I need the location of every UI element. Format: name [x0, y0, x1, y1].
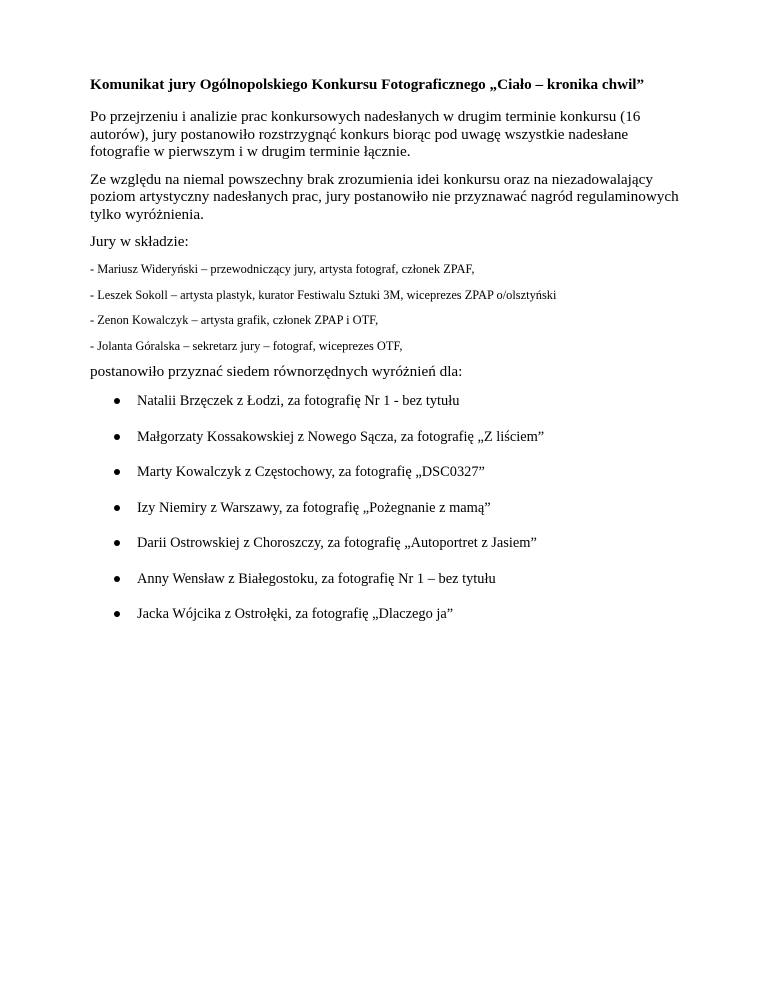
award-item [90, 499, 690, 517]
bullet-icon [114, 540, 120, 546]
decision-statement: postanowiło przyznać siedem równorzędnych wyróżnień dla: [90, 363, 463, 380]
bullet-icon [114, 611, 120, 617]
paragraph-intro: Po przejrzeniu i analizie prac konkursowych nadesłanych w drugim terminie konkursu (16 autorów), jury postanowiło rozstrzygnąć konkurs biorąc pod uwagę wszystkie nadesłane fotografie w pierwszym i w drugim terminie łącznie. [90, 108, 641, 160]
award-text: Marty Kowalczyk z Częstochowy, za fotografię „DSC0327” [137, 464, 485, 480]
jury-member: - Leszek Sokoll – artysta plastyk, kurator Festiwalu Sztuki 3M, wiceprezes ZPAP o/olsztyński [90, 287, 557, 302]
award-text: Darii Ostrowskiej z Choroszczy, za fotografię „Autoportret z Jasiem” [137, 535, 537, 551]
jury-member: - Zenon Kowalczyk – artysta grafik, członek ZPAP i OTF, [90, 313, 379, 327]
jury-member: - Mariusz Wideryński – przewodniczący jury, artysta fotograf, członek ZPAF, [90, 262, 475, 276]
paragraph-reasoning: Ze względu na niemal powszechny brak zrozumienia idei konkursu oraz na niezadowalający poziom artystyczny nadesłanych prac, jury postanowiło nie przyznawać nagród regulaminowych tylko wyróżnienia. [90, 170, 679, 223]
document-title: Komunikat jury Ogólnopolskiego Konkursu Fotograficznego „Ciało – kronika chwil” [90, 76, 645, 93]
jury-heading: Jury w składzie: [90, 233, 189, 250]
award-item [90, 534, 690, 552]
award-text: Natalii Brzęczek z Łodzi, za fotografię Nr 1 - bez tytułu [137, 393, 460, 409]
award-item [90, 605, 690, 623]
award-item [90, 428, 690, 446]
jury-member-list [90, 261, 690, 354]
award-text: Małgorzaty Kossakowskiej z Nowego Sącza, za fotografię „Z liściem” [137, 428, 545, 445]
award-text: Izy Niemiry z Warszawy, za fotografię „Pożegnanie z mamą” [137, 499, 491, 516]
award-text: Jacka Wójcika z Ostrołęki, za fotografię „Dlaczego ja” [137, 606, 454, 622]
bullet-icon [114, 576, 120, 582]
award-item [90, 570, 690, 588]
award-item [90, 392, 690, 410]
bullet-icon [114, 398, 120, 404]
award-item [90, 463, 690, 481]
award-text: Anny Wensław z Białegostoku, za fotografię Nr 1 – bez tytułu [137, 570, 496, 587]
bullet-icon [114, 505, 120, 511]
bullet-icon [114, 434, 120, 440]
bullet-icon [114, 469, 120, 475]
awards-list [90, 392, 690, 623]
document-page [90, 76, 690, 641]
jury-member: - Jolanta Góralska – sekretarz jury – fotograf, wiceprezes OTF, [90, 338, 403, 353]
